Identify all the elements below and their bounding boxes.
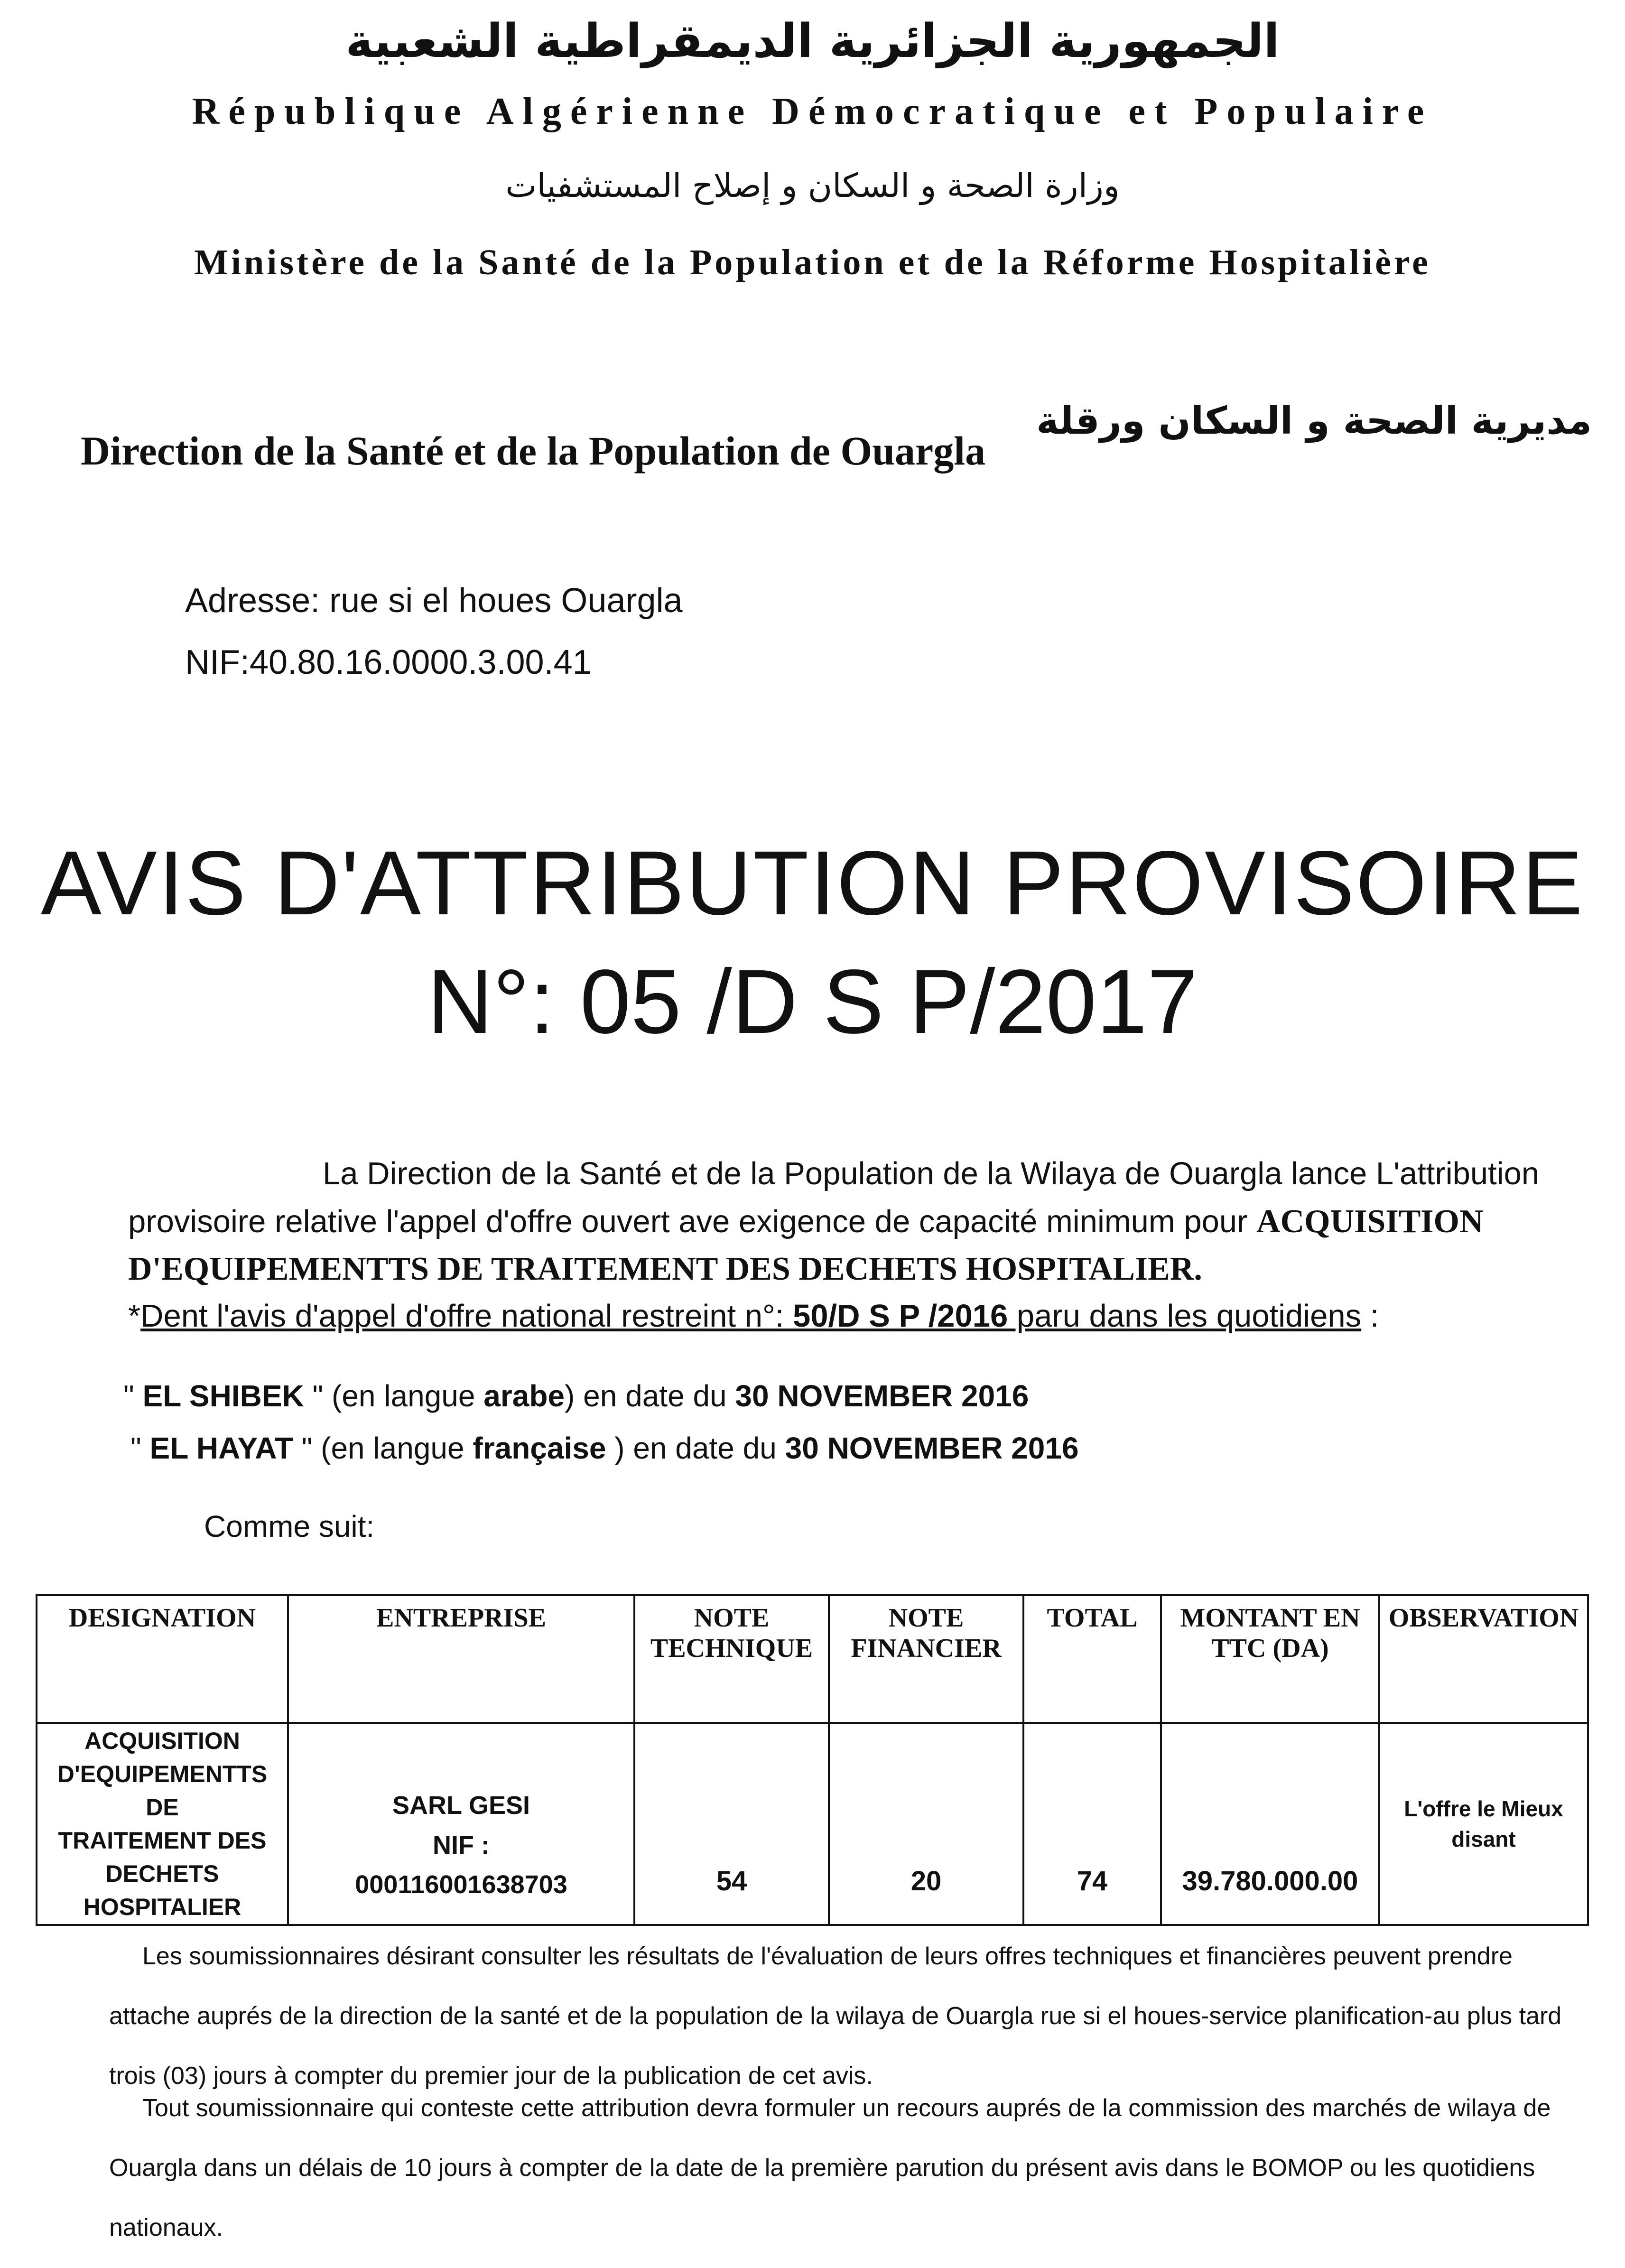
notice-title: AVIS D'ATTRIBUTION PROVISOIRE	[41, 832, 1584, 934]
header-montant	[1161, 1595, 1379, 1723]
header-label: ENTREPRISE	[376, 1603, 546, 1633]
cell-observation	[1379, 1723, 1588, 1925]
direction-arabic: مديرية الصحة و السكان ورقلة	[1036, 399, 1592, 443]
republic-arabic-heading: الجمهورية الجزائرية الديمقراطية الشعبية	[345, 14, 1280, 68]
cell-text: ACQUISITION	[84, 1728, 240, 1754]
journal-date: 30 NOVEMBER 2016	[785, 1431, 1079, 1465]
header-label: DESIGNATION	[68, 1603, 256, 1633]
intro-line-2	[128, 1205, 1599, 1238]
cell-text: D'EQUIPEMENTTS DE	[57, 1761, 268, 1821]
direction-french: Direction de la Santé et de la Population de Ouargla	[81, 428, 986, 474]
journal-language: française	[473, 1431, 606, 1465]
cell-entreprise	[288, 1723, 634, 1925]
header-label: TTC (DA)	[1211, 1634, 1329, 1664]
header-label: TECHNIQUE	[650, 1634, 813, 1664]
quote: "	[130, 1431, 150, 1465]
journal-line	[123, 1378, 1029, 1413]
cell-text: TRAITEMENT DES DECHETS	[58, 1827, 267, 1887]
cell-text: HOSPITALIER	[83, 1894, 241, 1920]
footer-paragraph-consultation: Les soumissionnaires désirant consulter les résultats de l'évaluation de leurs offres techniques et financières peuvent prendre attache auprés de la direction de la santé et de la population de la wilaya de Ouargla rue si el houes-service planification-au plus tard trois (03) jours à compter du premier jour de la publication de cet avis.	[109, 1943, 1562, 2090]
header-entreprise	[288, 1595, 634, 1723]
journal-date: 30 NOVEMBER 2016	[735, 1379, 1029, 1413]
cell-designation	[37, 1723, 288, 1925]
cell-text: disant	[1451, 1827, 1516, 1851]
header-label: TOTAL	[1047, 1603, 1138, 1633]
cell-text: NIF :	[433, 1831, 490, 1859]
journal-text: ) en date du	[565, 1379, 735, 1413]
journal-line	[130, 1431, 1079, 1466]
comme-suit-label: Comme suit:	[204, 1509, 375, 1543]
republic-french-heading: République Algérienne Démocratique et Populaire	[192, 91, 1433, 132]
address-line: Adresse: rue si el houes Ouargla	[185, 582, 683, 620]
intro-line-2-bold: ACQUISITION	[1256, 1203, 1484, 1240]
header-note-technique	[634, 1595, 829, 1723]
header-total	[1023, 1595, 1161, 1723]
header-label: NOTE	[694, 1603, 770, 1633]
cell-text: SARL GESI	[392, 1791, 530, 1820]
cell-text: L'offre le Mieux	[1404, 1796, 1563, 1821]
intro-line-4-prefix: *	[128, 1298, 141, 1334]
table-header-row	[37, 1595, 1588, 1723]
cell-montant: 39.780.000.00	[1161, 1723, 1379, 1925]
header-label: OBSERVATION	[1388, 1603, 1579, 1633]
intro-line-4-underlined-2: paru dans les quotidiens	[1008, 1298, 1362, 1334]
results-table	[36, 1594, 1589, 1926]
header-label: NOTE	[888, 1603, 964, 1633]
cell-note-financier: 20	[829, 1723, 1023, 1925]
journal-name: EL SHIBEK	[142, 1379, 304, 1413]
journal-language: arabe	[483, 1379, 565, 1413]
nif-line: NIF:40.80.16.0000.3.00.41	[185, 643, 592, 681]
table-row	[37, 1723, 1588, 1925]
footer-paragraph-recours: Tout soumissionnaire qui conteste cette attribution devra formuler un recours auprés de la commission des marchés de wilaya de Ouargla dans un délais de 10 jours à compter de la date de la première parution du présent avis dans le BOMOP ou les quotidiens nationaux.	[109, 2094, 1551, 2241]
ministry-arabic-heading: وزارة الصحة و السكان و إصلاح المستشفيات	[505, 166, 1120, 205]
header-observation	[1379, 1595, 1588, 1723]
notice-number: N°: 05 /D S P/2017	[427, 950, 1198, 1052]
journal-text: " (en langue	[304, 1379, 484, 1413]
cell-note-technique: 54	[634, 1723, 829, 1925]
intro-line-4-suffix: :	[1361, 1298, 1379, 1334]
journal-text: " (en langue	[293, 1431, 473, 1465]
header-label: MONTANT EN	[1180, 1603, 1360, 1633]
intro-line-4-underlined: Dent l'avis d'appel d'offre national restreint n°:	[140, 1298, 793, 1334]
intro-line-4-reference: 50/D S P /2016	[793, 1298, 1008, 1334]
ministry-french-heading: Ministère de la Santé de la Population et de la Réforme Hospitalière	[194, 242, 1431, 282]
header-note-financier	[829, 1595, 1023, 1723]
cell-total: 74	[1023, 1723, 1161, 1925]
intro-line-1: La Direction de la Santé et de la Population de la Wilaya de Ouargla lance L'attribution	[323, 1156, 1540, 1191]
journal-name: EL HAYAT	[149, 1431, 293, 1465]
header-label: FINANCIER	[851, 1634, 1002, 1664]
intro-line-2-text: provisoire relative l'appel d'offre ouvert ave exigence de capacité minimum pour	[128, 1204, 1257, 1239]
header-designation	[37, 1595, 288, 1723]
cell-text: 000116001638703	[355, 1870, 567, 1899]
intro-line-3: D'EQUIPEMENTTS DE TRAITEMENT DES DECHETS HOSPITALIER.	[128, 1251, 1202, 1287]
quote: "	[123, 1379, 143, 1413]
journal-text: ) en date du	[606, 1431, 785, 1465]
intro-line-4	[128, 1300, 1379, 1332]
